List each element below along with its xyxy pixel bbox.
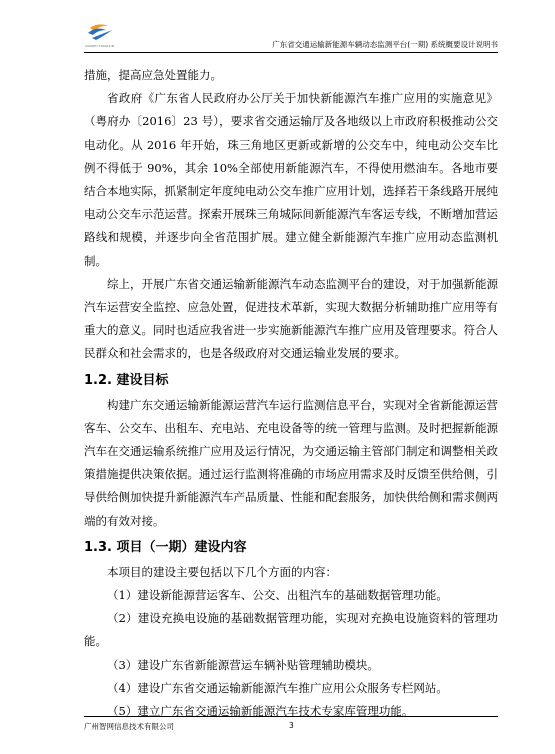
document-header-title: 广东省交通运输新能源车辆动态监测平台(一期) 系统概要设计说明书 xyxy=(272,40,498,49)
list-item: （3）建设广东省新能源营运车辆补贴管理辅助模块。 xyxy=(107,657,379,672)
page-header xyxy=(84,22,498,53)
section-heading-1-2: 1.2. 建设目标 xyxy=(84,372,169,388)
paragraph: 措施，提高应急处置能力。 xyxy=(84,68,222,82)
list-item: （1）建设新能源营运客车、公交、出租汽车的基础数据管理功能。 xyxy=(107,588,448,603)
company-logo xyxy=(84,22,124,50)
footer-company: 广州智网信息技术有限公司 xyxy=(84,722,174,731)
paragraph: 本项目的建设主要包括以下几个方面的内容： xyxy=(107,564,337,579)
page-number: 3 xyxy=(289,721,294,730)
section-heading-1-3: 1.3. 项目（一期）建设内容 xyxy=(84,539,247,555)
paragraph: 综上，开展广东省交通运输新能源汽车动态监测平台的建设，对于加强新能源汽车运营安全监控、应急处置，促进技术革新，实现大数据分析辅助推广应用等有重大的意义。同时也适应我省进一步实施新能源汽车推广应用及管理要求。符合人民群众和社会需求的，也是各级政府对交通运输业发展的要求。 xyxy=(84,276,498,361)
logo-icon xyxy=(84,22,124,44)
page-footer xyxy=(84,716,498,733)
document-body xyxy=(84,64,498,723)
list-item: （5）建立广东省交通运输新能源汽车技术专家库管理功能。 xyxy=(107,704,414,719)
list-item: （4）建设广东省交通运输新能源汽车推广应用公众服务专栏网站。 xyxy=(107,680,448,695)
paragraph: 省政府《广东省人民政府办公厅关于加快新能源汽车推广应用的实施意见》（粤府办〔2016〕23 号），要求省交通运输厅及各地级以上市政府积极推动公交电动化。从 2016 年开始，珠三角地区更新或新增的公交车中，纯电动公交车比例不得低于 90%，其余 10%全部使用新能源汽车，不得使用燃油车。各地市要结合本地实际，抓紧制定年度纯电动公交车推广应用计划，选择若干条线路开展纯电动公交车示范运营。探索开展珠三角城际间新能源汽车客运专线，不断增加营运路线和规模，并逐步向全省范围扩展。建立健全新能源汽车推广应用动态监测机制。 xyxy=(84,91,498,268)
list-item: （2）建设充换电设施的基础数据管理功能，实现对充换电设施资料的管理功能。 xyxy=(84,611,498,649)
paragraph: 构建广东交通运输新能源运营汽车运行监测信息平台，实现对全省新能源运营客车、公交车、出租车、充电站、充电设备等的统一管理与监测。及时把握新能源汽车在交通运输系统推广应用及运行情况，为交通运输主管部门制定和调整相关政策措施提供决策依据。通过运行监测将准确的市场应用需求及时反馈至供给侧，引导供给侧加快提升新能源汽车产品质量、性能和配套服务，加快供给侧和需求侧两端的有效对接。 xyxy=(84,397,498,528)
logo-text: SANZHI TONGXIN xyxy=(85,44,115,48)
